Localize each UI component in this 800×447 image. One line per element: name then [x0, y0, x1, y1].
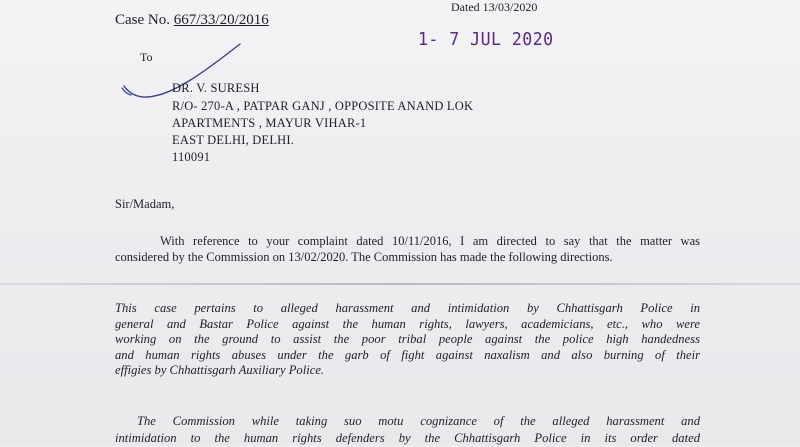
directions-line: general and Bastar Police against the human rights, lawyers, academicians, etc., who were [115, 316, 700, 331]
salutation: Sir/Madam, [115, 197, 175, 211]
directions-line: working on the ground to assist the poor tribal people against the police high handedness [115, 332, 700, 346]
cognizance-paragraph [115, 413, 700, 447]
directions-line: This case pertains to alleged harassment and intimidation by Chhattisgarh Police in [115, 301, 700, 315]
reference-line-2: considered by the Commission on 13/02/2020. The Commission has made the following directions. [115, 250, 613, 264]
reference-line-1: With reference to your complaint dated 10/11/2016, I am directed to say that the matter was [160, 234, 700, 248]
address-postcode: 110091 [172, 150, 211, 164]
address-line-3: EAST DELHI, DELHI. [172, 133, 295, 147]
address-line-2: APARTMENTS , MAYUR VIHAR-1 [172, 116, 367, 130]
cognizance-line-2: intimidation to the human rights defenders by the Chhattisgarh Police in its order dated [115, 431, 700, 445]
address-line-1: R/O- 270-A , PATPAR GANJ , OPPOSITE ANAND LOK [172, 99, 474, 113]
case-label: Case No. [115, 12, 170, 28]
letter-date: Dated 13/03/2020 [451, 0, 538, 14]
directions-line: effigies by Chhattisgarh Auxiliary Police. [115, 363, 325, 377]
case-number-value: 667/33/20/2016 [173, 12, 269, 28]
directions-line: and human rights abuses under the garb of fight against naxalism and also burning of their [115, 347, 700, 362]
case-number [115, 12, 269, 29]
reference-paragraph [115, 233, 700, 265]
cognizance-line-1: The Commission while taking suo motu cognizance of the alleged harassment and [137, 414, 700, 428]
address-line-name: DR. V. SURESH [172, 81, 260, 95]
to-label: To [140, 50, 153, 64]
paper-fold [0, 283, 800, 285]
directions-paragraph [115, 301, 700, 379]
received-date-stamp: 1- 7 JUL 2020 [418, 29, 554, 50]
